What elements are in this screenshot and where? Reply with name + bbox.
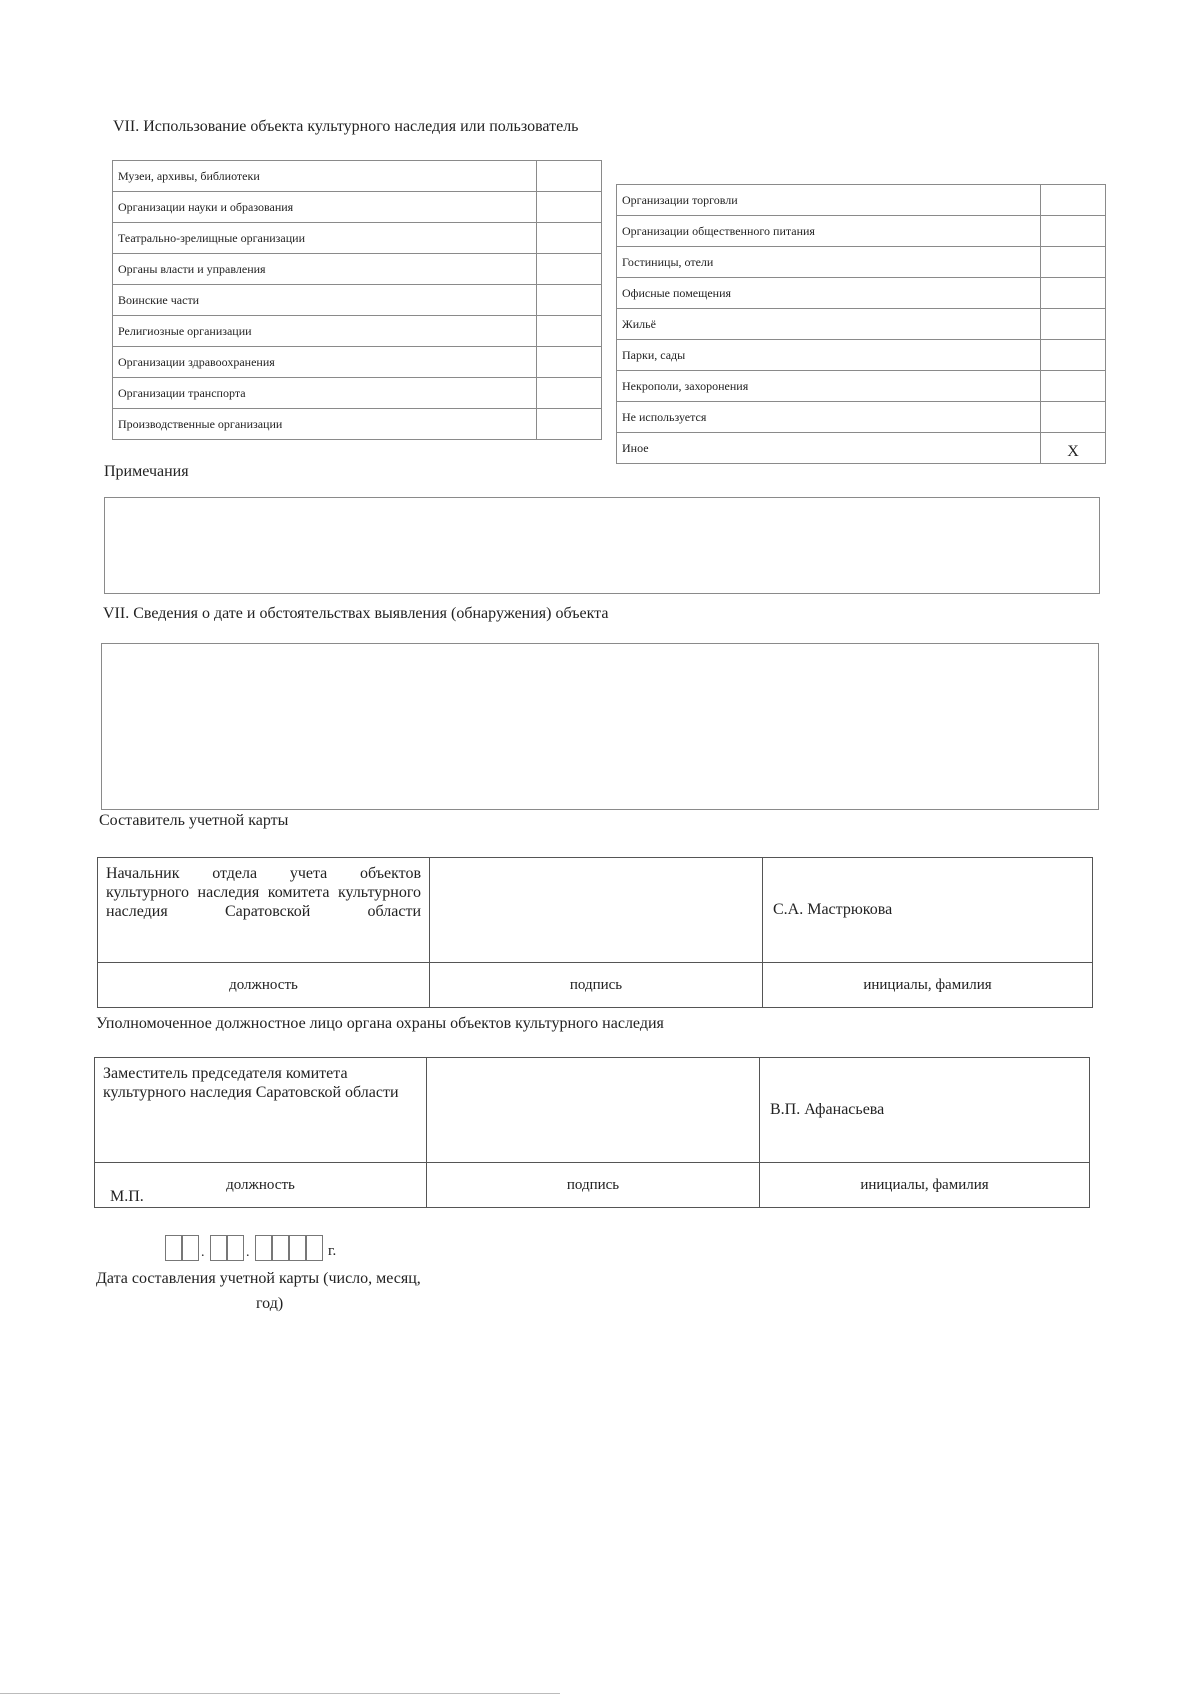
usage-row (113, 223, 602, 254)
usage-row (617, 402, 1106, 433)
usage-label: Организации общественного питания (617, 216, 1041, 247)
usage-checkbox[interactable] (1041, 402, 1106, 433)
compiler-position: Начальник отдела учета объектов культурного наследия комитета культурного наследия Саратовской области (98, 858, 430, 963)
usage-checkbox[interactable] (537, 254, 602, 285)
compiler-name-caption: инициалы, фамилия (763, 963, 1093, 1008)
usage-row (113, 254, 602, 285)
usage-row (617, 247, 1106, 278)
usage-checkbox[interactable] (1041, 247, 1106, 278)
usage-checkbox[interactable] (1041, 278, 1106, 309)
compiler-position-caption: должность (98, 963, 430, 1008)
usage-table-right (616, 184, 1106, 464)
usage-row (113, 285, 602, 316)
compiler-name: С.А. Мастрюкова (763, 858, 1093, 963)
date-day-digit-1[interactable] (165, 1235, 182, 1261)
usage-label: Производственные организации (113, 409, 537, 440)
date-separator: . (246, 1245, 250, 1260)
official-signature-caption: подпись (427, 1163, 760, 1208)
usage-checkbox[interactable] (537, 347, 602, 378)
usage-row (617, 216, 1106, 247)
usage-checkbox[interactable] (1041, 216, 1106, 247)
date-year-digit-4[interactable] (306, 1235, 323, 1261)
usage-label: Организации транспорта (113, 378, 537, 409)
usage-label: Жильё (617, 309, 1041, 340)
usage-checkbox[interactable] (537, 161, 602, 192)
date-month-digit-1[interactable] (210, 1235, 227, 1261)
notes-value (105, 498, 1099, 514)
usage-checkbox[interactable] (1041, 340, 1106, 371)
usage-label: Органы власти и управления (113, 254, 537, 285)
date-year-suffix: г. (328, 1243, 337, 1259)
usage-row (617, 371, 1106, 402)
usage-row (113, 409, 602, 440)
compiler-signature-caption: подпись (430, 963, 763, 1008)
compiler-signature-field[interactable] (430, 858, 763, 963)
official-signature-field[interactable] (427, 1058, 760, 1163)
usage-label: Офисные помещения (617, 278, 1041, 309)
official-position-caption: должность (95, 1163, 427, 1208)
stamp-label: М.П. (110, 1188, 144, 1205)
usage-label: Организации торговли (617, 185, 1041, 216)
date-year-digit-3[interactable] (289, 1235, 306, 1261)
date-year-digit-2[interactable] (272, 1235, 289, 1261)
usage-checkbox[interactable] (1041, 309, 1106, 340)
usage-row (617, 185, 1106, 216)
date-separator: . (201, 1245, 205, 1260)
usage-checkbox[interactable] (1041, 371, 1106, 402)
date-year-digit-1[interactable] (255, 1235, 272, 1261)
official-name: В.П. Афанасьева (760, 1058, 1090, 1163)
discovery-value (102, 644, 1098, 660)
compiler-title: Составитель учетной карты (99, 812, 289, 829)
usage-row (113, 347, 602, 378)
usage-label: Организации науки и образования (113, 192, 537, 223)
usage-row (617, 309, 1106, 340)
usage-label: Религиозные организации (113, 316, 537, 347)
usage-table-left (112, 160, 602, 440)
usage-checkbox[interactable] (537, 378, 602, 409)
usage-label: Театрально-зрелищные организации (113, 223, 537, 254)
usage-checkbox[interactable] (537, 192, 602, 223)
usage-label: Некрополи, захоронения (617, 371, 1041, 402)
usage-label: Гостиницы, отели (617, 247, 1041, 278)
usage-row (113, 316, 602, 347)
discovery-section-title: VII. Сведения о дате и обстоятельствах выявления (обнаружения) объекта (103, 605, 609, 622)
usage-label: Музеи, архивы, библиотеки (113, 161, 537, 192)
discovery-field[interactable] (101, 643, 1099, 810)
usage-row (617, 340, 1106, 371)
date-caption: Дата составления учетной карты (число, месяц, (96, 1270, 421, 1287)
usage-label: Организации здравоохранения (113, 347, 537, 378)
page-bottom-rule (0, 1693, 560, 1694)
usage-checkbox[interactable] (537, 285, 602, 316)
compiler-signature-table (97, 857, 1093, 1008)
usage-checkbox[interactable] (537, 316, 602, 347)
official-title: Уполномоченное должностное лицо органа охраны объектов культурного наследия (96, 1015, 664, 1032)
official-position: Заместитель председателя комитета культурного наследия Саратовской области (95, 1058, 427, 1163)
usage-row (113, 378, 602, 409)
notes-field[interactable] (104, 497, 1100, 594)
usage-row (617, 278, 1106, 309)
date-field[interactable] (165, 1235, 395, 1265)
usage-label: Воинские части (113, 285, 537, 316)
usage-label: Парки, сады (617, 340, 1041, 371)
usage-checkbox[interactable]: X (1041, 433, 1106, 464)
usage-checkbox[interactable] (537, 223, 602, 254)
notes-title: Примечания (104, 463, 189, 480)
date-caption-year: год) (256, 1295, 284, 1312)
date-month-digit-2[interactable] (227, 1235, 244, 1261)
usage-label: Не используется (617, 402, 1041, 433)
usage-row (113, 161, 602, 192)
official-name-caption: инициалы, фамилия (760, 1163, 1090, 1208)
date-day-digit-2[interactable] (182, 1235, 199, 1261)
usage-row (617, 433, 1106, 464)
official-signature-table (94, 1057, 1090, 1208)
usage-checkbox[interactable] (537, 409, 602, 440)
usage-checkbox[interactable] (1041, 185, 1106, 216)
usage-row (113, 192, 602, 223)
usage-section-title: VII. Использование объекта культурного наследия или пользователь (113, 118, 579, 135)
usage-label: Иное (617, 433, 1041, 464)
